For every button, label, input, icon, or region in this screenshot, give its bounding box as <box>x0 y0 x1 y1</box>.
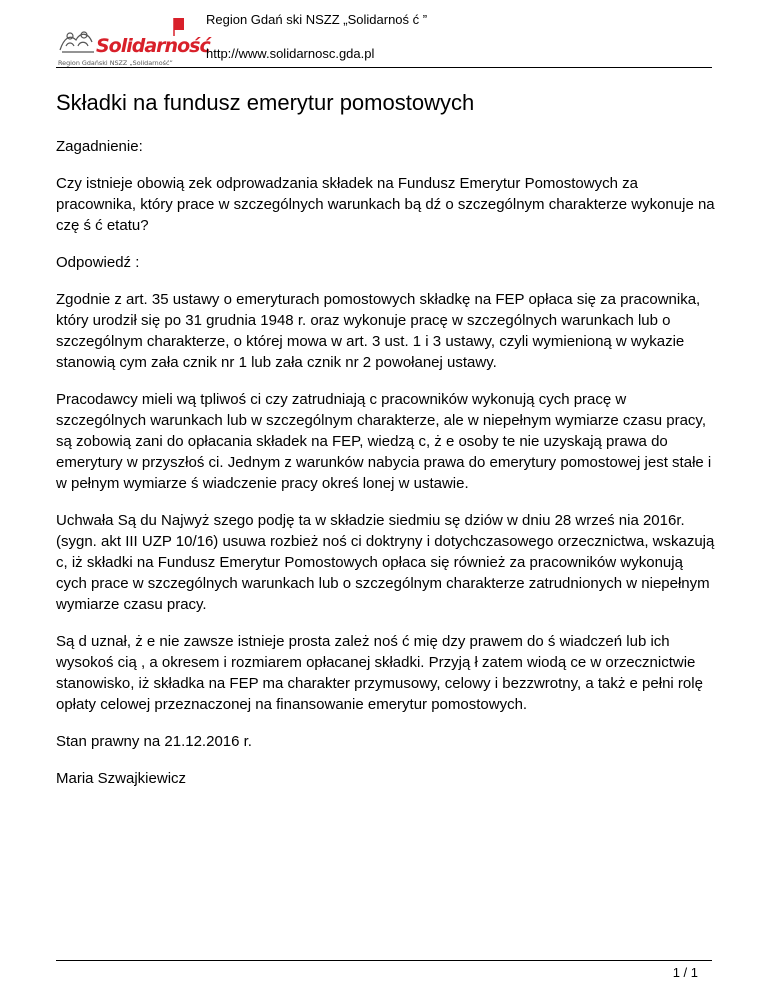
header-text <box>206 10 427 64</box>
article-author: Maria Szwajkiewicz <box>56 770 187 787</box>
article-paragraph: Są d uznał, ż e nie zawsze istnieje prosta zależ noś ć mię dzy prawem do ś wiadczeń lub ich wysokoś cią , a okresem i rozmiarem opłacanej składki. Przyją ł zatem wiodą ce w orzecznictwie stanowisko, iż składka na FEP ma charakter przymusowy, celowy i bezzwrotny, a takż e pełni rolę opłaty celowej przeznaczonej na finansowanie emerytur pomostowych. <box>56 633 703 713</box>
article-body <box>56 88 716 805</box>
article-paragraph: Stan prawny na 21.12.2016 r. <box>56 733 252 750</box>
svg-text:Solidarność: Solidarność <box>96 35 210 57</box>
solidarnosc-logo <box>56 16 210 68</box>
header-url-link[interactable]: http://www.solidarnosc.gda.pl <box>206 46 375 61</box>
article-paragraph: Zagadnienie: <box>56 138 143 155</box>
footer-divider <box>56 960 712 961</box>
article-paragraph: Pracodawcy mieli wą tpliwoś ci czy zatrudniają c pracowników wykonują cych pracę w szczególnych warunkach lub w szczególnym charakterze, ale w niepełnym wymiarze czasu pracy, są zobowią zani do opłacania składek na FEP, wiedzą c, ż e osoby te nie uzyskają prawa do emerytury w przyszłoś ci. Jednym z warunków nabycia prawa do emerytury pomostowej jest stałe i w pełnym wymiarze ś wiadczenie pracy okreś lonej w ustawie. <box>56 391 712 492</box>
page-number: 1 / 1 <box>672 965 698 980</box>
article-paragraph: Zgodnie z art. 35 ustawy o emeryturach pomostowych składkę na FEP opłaca się za pracownika, który urodził się po 31 grudnia 1948 r. oraz wykonuje pracę w szczególnych warunkach lub o szczególnym charakterze, o której mowa w art. 3 ust. 1 i 3 ustawy, czyli wymienioną w wykazie stanowią cym zała cznik nr 1 lub zała cznik nr 2 powołanej ustawy. <box>56 291 701 371</box>
article-paragraph: Uchwała Są du Najwyż szego podję ta w składzie siedmiu sę dziów w dniu 28 wrześ nia 2016r. (sygn. akt III UZP 10/16) usuwa rozbież noś ci doktryny i dotychczasowego orzecznictwa, wskazują c, iż składki na Fundusz Emerytur Pomostowych opłaca się również za pracowników wykonują cych prace w szczególnych warunkach lub o szczególnym charakterze zatrudnionych w niepełnym wymiarze czasu pracy. <box>56 512 715 613</box>
svg-text:Region Gdański NSZZ „Solidarno: Region Gdański NSZZ „Solidarność” <box>58 59 173 67</box>
article-paragraph: Odpowiedź : <box>56 254 140 271</box>
article-paragraph: Czy istnieje obowią zek odprowadzania składek na Fundusz Emerytur Pomostowych za pracownika, który prace w szczególnych warunkach bą dź o szczególnym charakterze wykonuje na czę ś ć etatu? <box>56 175 715 234</box>
page-header <box>56 10 712 68</box>
header-title: Region Gdań ski NSZZ „Solidarnoś ć ” <box>206 12 428 27</box>
article-title: Składki na fundusz emerytur pomostowych <box>56 90 475 115</box>
header-divider <box>56 67 712 68</box>
solidarnosc-logo-graphic <box>56 16 210 68</box>
